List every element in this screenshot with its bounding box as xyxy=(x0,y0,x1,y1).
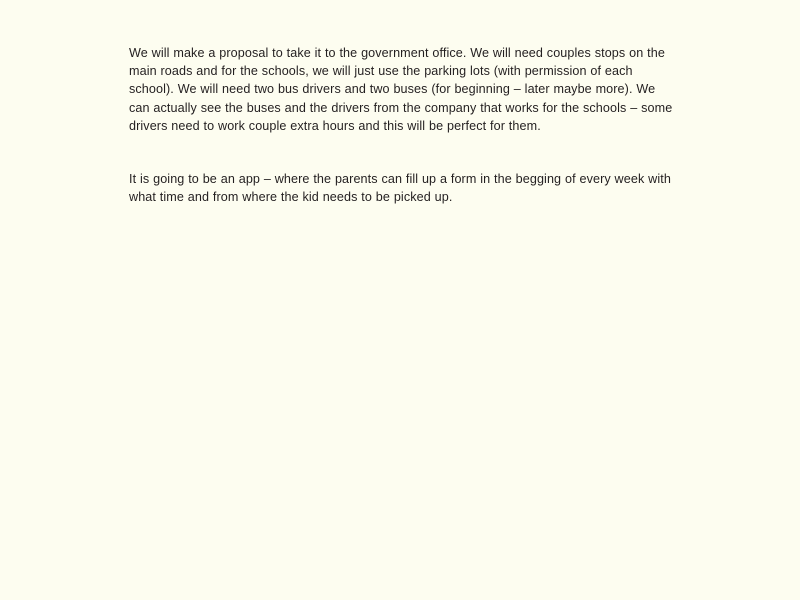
paragraph-app: It is going to be an app – where the parents can fill up a form in the begging of every week with what time and from where the kid needs to be picked up. xyxy=(129,172,675,205)
paragraph-proposal: We will make a proposal to take it to the government office. We will need couples stops on the main roads and for the schools, we will just use the parking lots (with permission of each school). We will need two bus drivers and two buses (for beginning – later maybe more). We can actually see the buses and the drivers from the company that works for the schools – some drivers need to work couple extra hours and this will be perfect for them. xyxy=(129,46,677,133)
document-text-body xyxy=(129,44,679,206)
